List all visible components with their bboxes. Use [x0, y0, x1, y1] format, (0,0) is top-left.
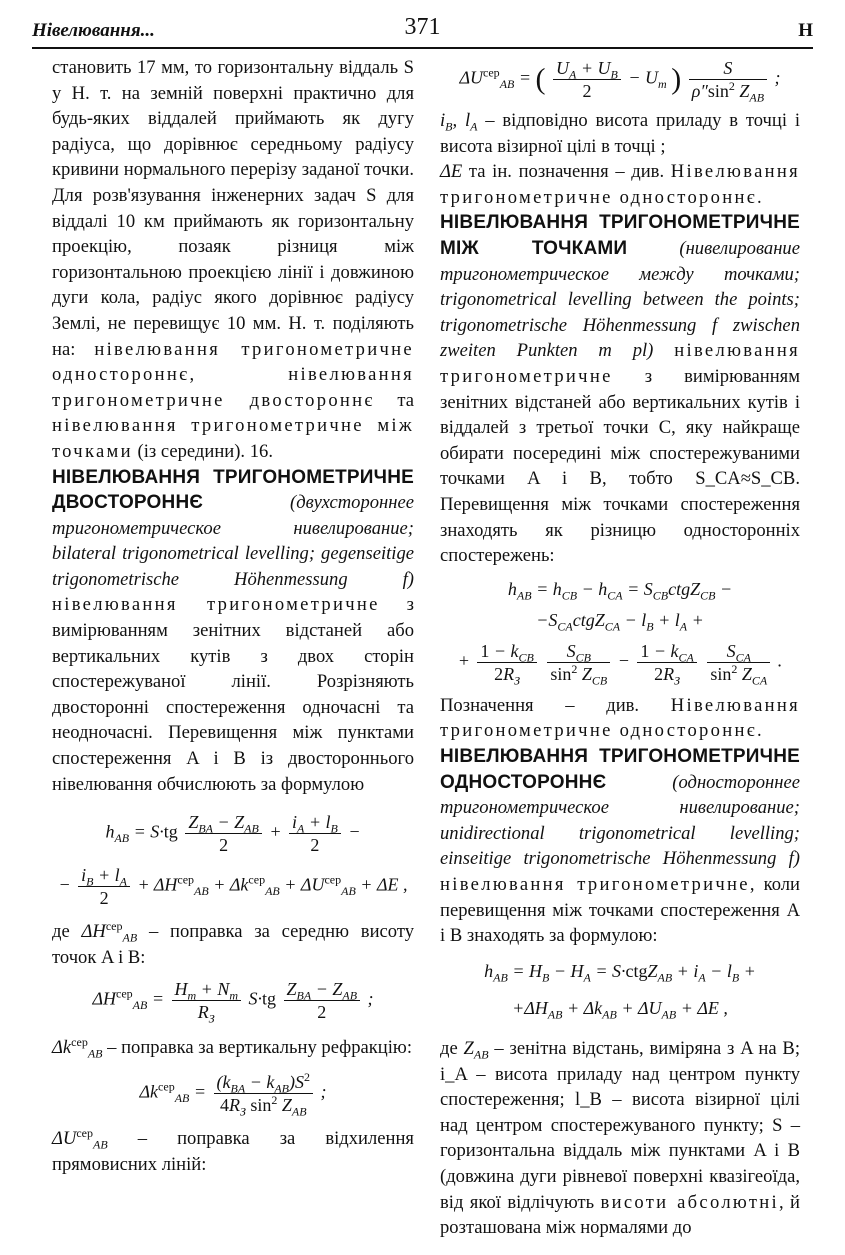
formula-hab-between-3: + $1 - k_{CB}$ $2R_З$ $S_{CB}$ $\sin^2 Z_{CB}$ − $1 - k_{CA}$ $2R_З$ $S_{CA}$ $\sin^2 Z_{CA}$ .: [457, 640, 783, 688]
entry-body: з вимірюванням зенітних відстаней або вертикальних кутів з двох сторін спостережуваної лінії. Розрізняють двосторонні спостереження одночасні та неодночасні. Перевищення між пунктами спостереження A і B із двостороннього нівелювання обчислюють за формулою: [52, 594, 414, 795]
cross-ref-link[interactable]: нівелювання тригонометричне двостороннє: [52, 364, 414, 411]
entry-two-sided: [52, 465, 414, 798]
text: (із середини). 16.: [137, 440, 273, 462]
text: , й розташована між нормалями до: [440, 1191, 800, 1239]
cross-ref-link[interactable]: нівелювання тригонометричне: [440, 340, 800, 387]
text: та ін. позначення – див.: [468, 161, 665, 183]
cross-ref-link[interactable]: нівелювання тригонометричне між точками: [52, 415, 414, 462]
formula-dh: $\Delta H^{cep}_{AB}$ = $H_m + N_m$ $R_З$ S·tg $Z_{BA} - Z_{AB}$ 2 ;: [92, 979, 374, 1026]
formula-hab-between-1: $h_{AB} = h_{CB} - h_{CA}$ = $S_{CB}ctgZ_{CB}$ −: [507, 578, 733, 603]
text: – поправка за вертикальну рефракцію:: [107, 1037, 412, 1059]
entry-body: , коли перевищення між точками спостереження A і B знаходять за формулою:: [440, 874, 800, 947]
text: та: [397, 389, 414, 411]
paragraph-continuation: [52, 55, 414, 465]
text: Позначення – див.: [440, 694, 640, 716]
entry-between-points: [440, 210, 800, 568]
entry-heading: НІВЕЛЮВАННЯ ТРИГОНОМЕТРИЧНЕ МІЖ ТОЧКАМИ: [440, 212, 800, 259]
text: – поправка за середню висоту точок A і B:: [52, 921, 415, 968]
entry-heading: НІВЕЛЮВАННЯ ТРИГОНОМЕТРИЧНЕ ОДНОСТОРОННЄ: [440, 746, 800, 793]
text: ,: [189, 364, 195, 386]
formula-hab-one-sided-1: $h_{AB} = H_B - H_A$ = S·ctgZ$_{AB}$ + $i_A - l_B$ +: [484, 960, 756, 985]
entry-translations: (двухстороннее тригонометрическое нивелирование; bilateral trigonometrical levelling; gegenseitige trigonometrische Höhenmessung f): [52, 492, 414, 590]
cross-ref-link[interactable]: нівелювання тригонометричне: [52, 594, 380, 616]
cross-ref-link[interactable]: нівелювання тригонометричне: [440, 874, 750, 896]
notation-note: [440, 693, 800, 744]
cross-ref-link[interactable]: висоти абсолютні: [600, 1191, 779, 1213]
cross-ref-link[interactable]: Нівелювання тригонометричне одностороннє.: [440, 694, 800, 742]
entry-translations: (одностороннее тригонометрическое нивелирование; unidirectional trigonometrical levelling; einseitige trigonometrische Höhenmessung f): [440, 771, 800, 870]
text: – поправка за відхилення прямовисних ліній:: [52, 1128, 414, 1175]
formula-dk: $\Delta k^{cep}_{AB}$ = $(k_{BA} - k_{AB})S^2$ $4R_З$ $\sin^2 Z_{AB}$ ;: [139, 1070, 327, 1119]
text: становить 17 мм, то горизонтальну віддаль S у Н. т. на земній поверхні практично для будь-яких віддалей приймають як дугу радіуса, що дорівнює середньому радіусу кривини нормального перерізу заданої точки. Для розв'язування інженерних задач S для віддалі 10 км приймають як горизонтальну проекцію, позаяк різниця між горизонтальною проекцією лінії і довжиною дуги кола, радіус якого дорівнює радіусу Землі, не перевищує 10 мм. Н. т. поділяють на:: [52, 57, 414, 360]
text: – відповідно висота приладу в точці i висота візирної цілі в точці ;: [440, 110, 800, 157]
formula-hab-between-2: $-S_{CA}ctgZ_{CA} - l_B + l_A$ +: [536, 610, 704, 634]
formula-du: $\Delta U^{cep}_{AB}$ = ( $\frac{U_A + U_B}{2}$ − $U_m$ ) S $\rho''\sin^2$ $Z_{AB}$ ;: [459, 58, 781, 105]
page-header: [32, 14, 813, 46]
formula-hab-two-sided-1: $h_{AB} = S\cdot tg$ $Z_{BA} - Z_{AB}$ 2 + $\frac{i_A + l_B}{2}$ −: [105, 812, 361, 856]
definition-ib: $i_B$, $l_A$ – відповідно висота приладу в точці i висота візирної цілі в точці ;: [440, 110, 800, 157]
definition-dk: $\Delta k^{cep}_{AB}$ – поправка за вертикальну рефракцію:: [52, 1035, 412, 1062]
text: де: [52, 921, 70, 943]
text: – зенітна відстань, виміряна з A на B; i_A – висота приладу над центром пункту спостереження; l_B – висота візирної цілі над центром спостережуваного пункту; S – горизонтальна віддаль між пунктами A і B (довжина дуги рівневої поверхні квазігеоїда, від якої відлічують: [440, 1038, 800, 1213]
definition-zab: де $Z_{AB}$ – зенітна відстань, виміряна з A на B; i_A – висота приладу над центром пункту спостереження; l_B – висота візирної цілі над центром спостережуваного пункту; S – горизонтальна віддаль між пунктами A і B (довжина дуги рівневої поверхні квазігеоїда, від якої відлічують висоти абсолютні, й розташована між нормалями до: [440, 1038, 800, 1239]
formula-hab-one-sided-2: $+\Delta H_{AB} + \Delta k_{AB} + \Delta U_{AB} + \Delta E$ ,: [512, 998, 728, 1022]
definition-dh: де $\Delta H^{cep}_{AB}$ – поправка за середню висоту точок A і B:: [52, 919, 415, 968]
page-number: 371: [404, 14, 441, 40]
entry-body: з вимірюванням зенітних відстаней або вертикальних кутів і віддалей з третьої точки C, яку найкраще обирати посередині між спостережуваними точками A і B, тобто S_CA≈S_CB. Перевищення між точками спостереження знаходять як різницю односторонніх спостережень:: [440, 365, 800, 567]
cross-ref-link[interactable]: нівелювання тригонометричне одностороннє: [52, 338, 414, 386]
definition-de: ΔE та ін. позначення – див. Нівелювання тригонометричне одностороннє.: [440, 161, 800, 208]
section-letter: Н: [798, 20, 813, 41]
header-rule: [32, 47, 813, 49]
entry-one-sided: [440, 744, 800, 949]
left-column: [52, 55, 414, 1177]
right-column: [440, 55, 800, 1241]
entry-translations: (нивелирование тригонометрическое между точками; trigonometrical levelling between the points; trigonometrische Höhenmessung f zwischen zweiten Punkten m pl): [440, 237, 800, 362]
cross-ref-link[interactable]: Нівелювання тригонометричне одностороннє.: [440, 161, 800, 208]
entry-heading: НІВЕЛЮВАННЯ ТРИГОНОМЕТРИЧНЕ ДВОСТОРОННЄ: [52, 466, 414, 514]
running-title: Нівелювання...: [32, 20, 155, 41]
formula-hab-two-sided-2: − $\frac{i_B + l_A}{2}$ + $\Delta H^{cep}_{AB} + \Delta k^{cep}_{AB} + \Delta U^{cep}_{AB} + \Delta E$ ,: [58, 865, 408, 909]
definition-du: $\Delta U^{cep}_{AB}$ – поправка за відхилення прямовисних ліній:: [52, 1125, 414, 1175]
